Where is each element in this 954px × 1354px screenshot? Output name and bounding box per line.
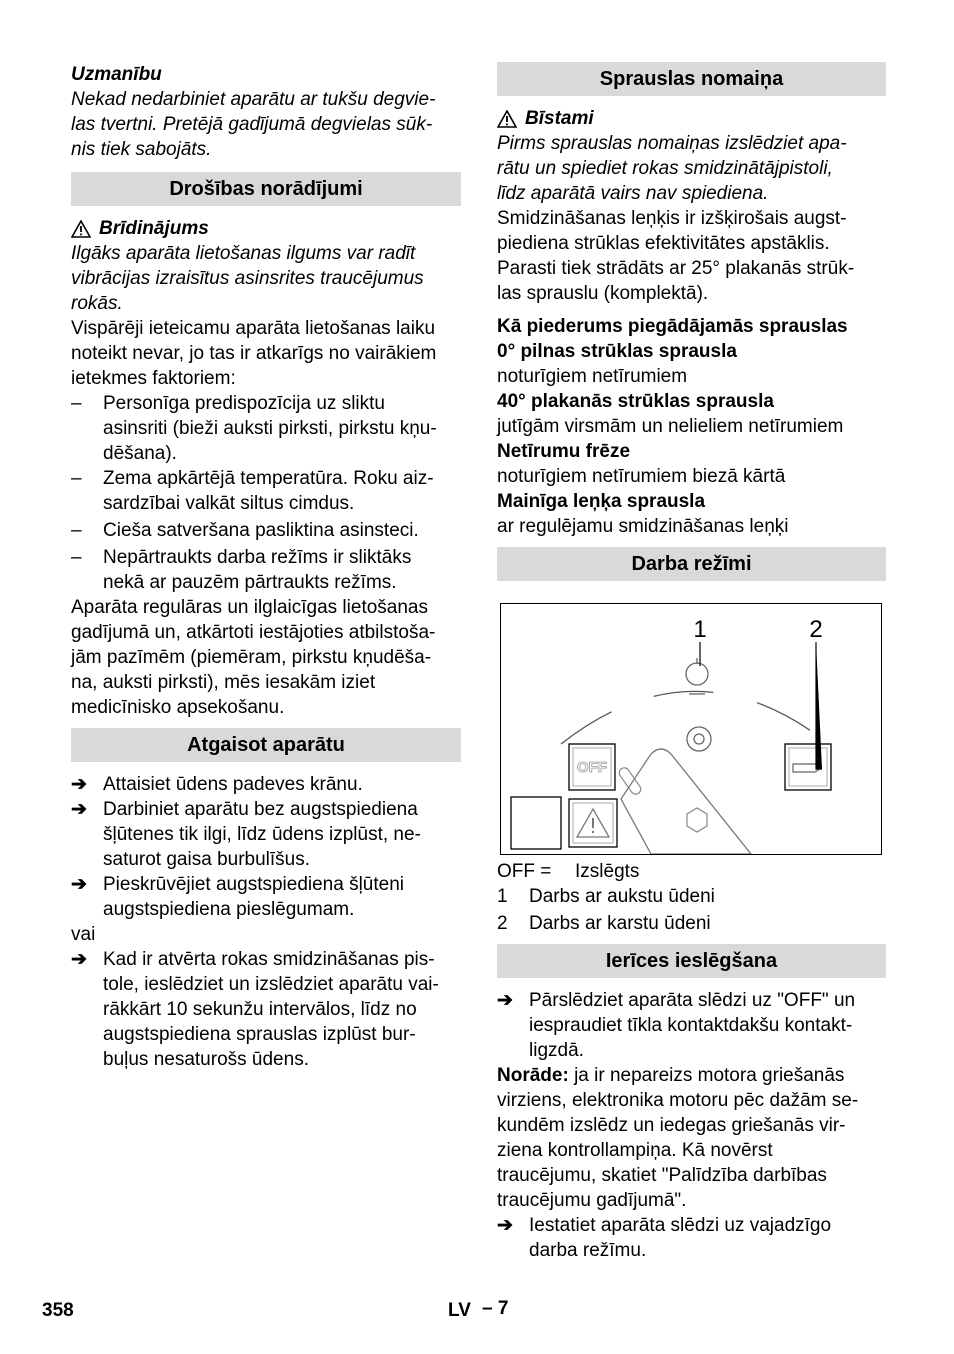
warning-triangle-icon bbox=[71, 220, 91, 238]
footer-lang: LV bbox=[448, 1300, 471, 1321]
note-text bbox=[497, 1063, 886, 1213]
text-line: Pieskrūvējiet augstspiediena šļūteni bbox=[103, 874, 405, 895]
text-line: las sprauslu (komplektā). bbox=[497, 283, 709, 304]
legend-value: Darbs ar karstu ūdeni bbox=[529, 913, 711, 934]
callout-2-leader bbox=[816, 642, 822, 769]
arrow-icon: ➔ bbox=[71, 874, 87, 895]
callout-2: 2 bbox=[809, 616, 823, 643]
text-line: Aparāta regulāras un ilglaicīgas lietošanas bbox=[71, 597, 428, 618]
list-item bbox=[71, 545, 461, 595]
callout-1: 1 bbox=[693, 616, 707, 643]
legend-value: Izslēgts bbox=[575, 861, 640, 882]
dash-marker: – bbox=[71, 520, 82, 541]
list-item bbox=[71, 391, 461, 466]
right-column bbox=[497, 62, 886, 1263]
arrow-icon: ➔ bbox=[71, 774, 87, 795]
warning-title: Brīdinājums bbox=[99, 218, 209, 239]
list-item bbox=[71, 772, 461, 797]
warning-title-row bbox=[71, 216, 461, 241]
text-line: dēšana). bbox=[103, 443, 177, 464]
intro-text bbox=[71, 316, 461, 391]
warning-indicator-icon bbox=[569, 799, 617, 847]
switch-center-icon bbox=[687, 727, 711, 751]
nozzle-name: 0° pilnas strūklas sprausla bbox=[497, 341, 737, 362]
caution-title: Uzmanību bbox=[71, 64, 162, 85]
text-line: Pirms sprauslas nomaiņas izslēdziet apa- bbox=[497, 133, 847, 154]
mode-switch-figure bbox=[500, 603, 882, 855]
arrow-icon: ➔ bbox=[497, 1215, 513, 1236]
text-line: Parasti tiek strādāts ar 25° plakanās strūk- bbox=[497, 258, 855, 279]
list-item bbox=[71, 518, 461, 543]
text-line: ligzdā. bbox=[529, 1040, 584, 1061]
section-heading-nozzle: Sprauslas nomaiņa bbox=[497, 62, 886, 96]
legend-row bbox=[497, 884, 886, 909]
nozzle-desc: ar regulējamu smidzināšanas leņķi bbox=[497, 516, 789, 537]
text-line: ziena kontrollampiņa. Kā novērst bbox=[497, 1140, 773, 1161]
hot-water-position-icon bbox=[785, 744, 831, 790]
switch-knob bbox=[617, 749, 751, 854]
text-line: traucējumu, skatiet "Palīdzība darbības bbox=[497, 1165, 827, 1186]
legend-key: OFF = bbox=[497, 861, 552, 882]
text-line: las tvertni. Pretējā gadījumā degvielas sūk- bbox=[71, 114, 433, 135]
dash-marker: – bbox=[71, 468, 82, 489]
text-line: Darbiniet aparātu bez augstspiediena bbox=[103, 799, 418, 820]
list-item bbox=[497, 988, 886, 1063]
text-line: augstspiediena pieslēgumam. bbox=[103, 899, 355, 920]
text-line: asinsriti (bieži auksti pirksti, pirkstu kņu- bbox=[103, 418, 437, 439]
venting-steps bbox=[71, 772, 461, 922]
factor-list bbox=[71, 391, 461, 595]
mode-switch-illustration bbox=[501, 604, 881, 854]
cold-water-icon bbox=[686, 658, 708, 694]
legend-key: 1 bbox=[497, 886, 508, 907]
dash-marker: – bbox=[71, 393, 82, 414]
arrow-icon: ➔ bbox=[497, 990, 513, 1011]
blank-indicator bbox=[511, 797, 561, 849]
danger-title-row bbox=[497, 106, 886, 131]
list-item bbox=[71, 466, 461, 516]
text-line: Nekad nedarbiniet aparātu ar tukšu degvie- bbox=[71, 89, 436, 110]
text-line: ietekmes faktoriem: bbox=[71, 368, 236, 389]
danger-title: Bīstami bbox=[525, 108, 594, 129]
or-text: vai bbox=[71, 924, 96, 945]
text-line: rātu un spiediet rokas smidzinātājpistoli, bbox=[497, 158, 833, 179]
text-line: tole, ieslēdziet un izslēdziet aparātu vai- bbox=[103, 974, 439, 995]
arrow-icon: ➔ bbox=[71, 799, 87, 820]
text-line: vibrācijas izraisītus asinsrites traucējumus bbox=[71, 268, 424, 289]
text-line: piediena strūklas efektivitātes apstāklis. bbox=[497, 233, 830, 254]
text-line: jām pazīmēm (piemēram, pirkstu kņudēša- bbox=[71, 647, 432, 668]
off-position-icon bbox=[569, 744, 615, 790]
text-line: rākkārt 10 sekunžu intervālos, līdz no bbox=[103, 999, 417, 1020]
text-line: gadījumā un, atkārtoti iestājoties atbilstoša- bbox=[71, 622, 436, 643]
text-line: Ilgāks aparāta lietošanas ilgums var radīt bbox=[71, 243, 416, 264]
text-line: kundēm izslēdz un iedegas griešanās vir- bbox=[497, 1115, 846, 1136]
angle-text bbox=[497, 206, 886, 306]
mode-legend bbox=[497, 859, 886, 936]
section-heading-modes: Darba režīmi bbox=[497, 547, 886, 581]
text-line: virziens, elektronika motoru pēc dažām se- bbox=[497, 1090, 859, 1111]
nozzle-desc: noturīgiem netīrumiem biezā kārtā bbox=[497, 466, 786, 487]
text-line: buļus nesaturošs ūdens. bbox=[103, 1049, 309, 1070]
dash-marker: – bbox=[71, 547, 82, 568]
text-line: līdz aparātā vairs nav spiediena. bbox=[497, 183, 769, 204]
legend-key: 2 bbox=[497, 913, 508, 934]
note-label: Norāde: bbox=[497, 1065, 569, 1086]
nozzle-name: Netīrumu frēze bbox=[497, 441, 631, 462]
list-item bbox=[497, 1213, 886, 1263]
left-column bbox=[71, 62, 461, 1072]
danger-text bbox=[497, 131, 886, 206]
page-number: 358 bbox=[42, 1300, 74, 1321]
nozzle-list bbox=[497, 339, 886, 539]
list-item bbox=[71, 797, 461, 872]
text-line: Iestatiet aparāta slēdzi uz vajadzīgo bbox=[529, 1215, 832, 1236]
list-item bbox=[71, 872, 461, 922]
list-item bbox=[71, 947, 461, 1072]
text-line: Cieša satveršana pasliktina asinsteci. bbox=[103, 520, 419, 541]
section-heading-venting: Atgaisot aparātu bbox=[71, 728, 461, 762]
text-line: nis tiek sabojāts. bbox=[71, 139, 212, 160]
nozzle-name: 40° plakanās strūklas sprausla bbox=[497, 391, 774, 412]
footer-section-page: – 7 bbox=[482, 1298, 509, 1319]
text-line: nekā ar pauzēm pārtraukts režīms. bbox=[103, 572, 397, 593]
nozzle-name: Mainīga leņķa sprausla bbox=[497, 491, 706, 512]
nozzle-desc: jutīgām virsmām un nelieliem netīrumiem bbox=[497, 416, 844, 437]
text-line: darba režīmu. bbox=[529, 1240, 647, 1261]
text-line: šļūtenes tik ilgi, līdz ūdens izplūst, ne- bbox=[103, 824, 421, 845]
legend-value: Darbs ar aukstu ūdeni bbox=[529, 886, 715, 907]
text-line: Attaisiet ūdens padeves krānu. bbox=[103, 774, 363, 795]
accessory-heading: Kā piederums piegādājamās sprauslas bbox=[497, 316, 848, 337]
text-line: Pārslēdziet aparāta slēdzi uz "OFF" un bbox=[529, 990, 856, 1011]
caution-text bbox=[71, 87, 461, 162]
text-line: medicīnisko apsekošanu. bbox=[71, 697, 285, 718]
text-line: Kad ir atvērta rokas smidzināšanas pis- bbox=[103, 949, 435, 970]
venting-steps-alt bbox=[71, 947, 461, 1072]
text-line: ja ir nepareizs motora griešanās bbox=[568, 1065, 845, 1086]
text-line: saturot gaisa burbulīšus. bbox=[103, 849, 311, 870]
off-label: OFF bbox=[577, 759, 607, 776]
warning-text bbox=[71, 241, 461, 316]
text-line: Personīga predispozīcija uz sliktu bbox=[103, 393, 385, 414]
text-line: Zema apkārtējā temperatūra. Roku aiz- bbox=[103, 468, 434, 489]
text-line: augstspiediena sprauslas izplūst bur- bbox=[103, 1024, 416, 1045]
text-line: Smidzināšanas leņķis ir izšķirošais augst- bbox=[497, 208, 847, 229]
section-heading-switch-on: Ierīces ieslēgšana bbox=[497, 944, 886, 978]
advice-text bbox=[71, 595, 461, 720]
text-line: na, auksti pirksti), mēs iesakām iziet bbox=[71, 672, 376, 693]
warning-triangle-icon bbox=[497, 110, 517, 128]
text-line: rokās. bbox=[71, 293, 123, 314]
text-line: sardzībai valkāt siltus cimdus. bbox=[103, 493, 355, 514]
legend-row bbox=[497, 911, 886, 936]
text-line: noteikt nevar, jo tas ir atkarīgs no vairākiem bbox=[71, 343, 437, 364]
legend-row bbox=[497, 859, 886, 884]
arrow-icon: ➔ bbox=[71, 949, 87, 970]
section-heading-safety: Drošības norādījumi bbox=[71, 172, 461, 206]
text-line: iespraudiet tīkla kontaktdakšu kontakt- bbox=[529, 1015, 853, 1036]
text-line: Vispārēji ieteicamu aparāta lietošanas laiku bbox=[71, 318, 436, 339]
nozzle-desc: noturīgiem netīrumiem bbox=[497, 366, 688, 387]
final-steps bbox=[497, 1213, 886, 1263]
text-line: Nepārtraukts darba režīms ir sliktāks bbox=[103, 547, 412, 568]
switch-on-steps bbox=[497, 988, 886, 1063]
text-line: traucējumu gadījumā". bbox=[497, 1190, 687, 1211]
